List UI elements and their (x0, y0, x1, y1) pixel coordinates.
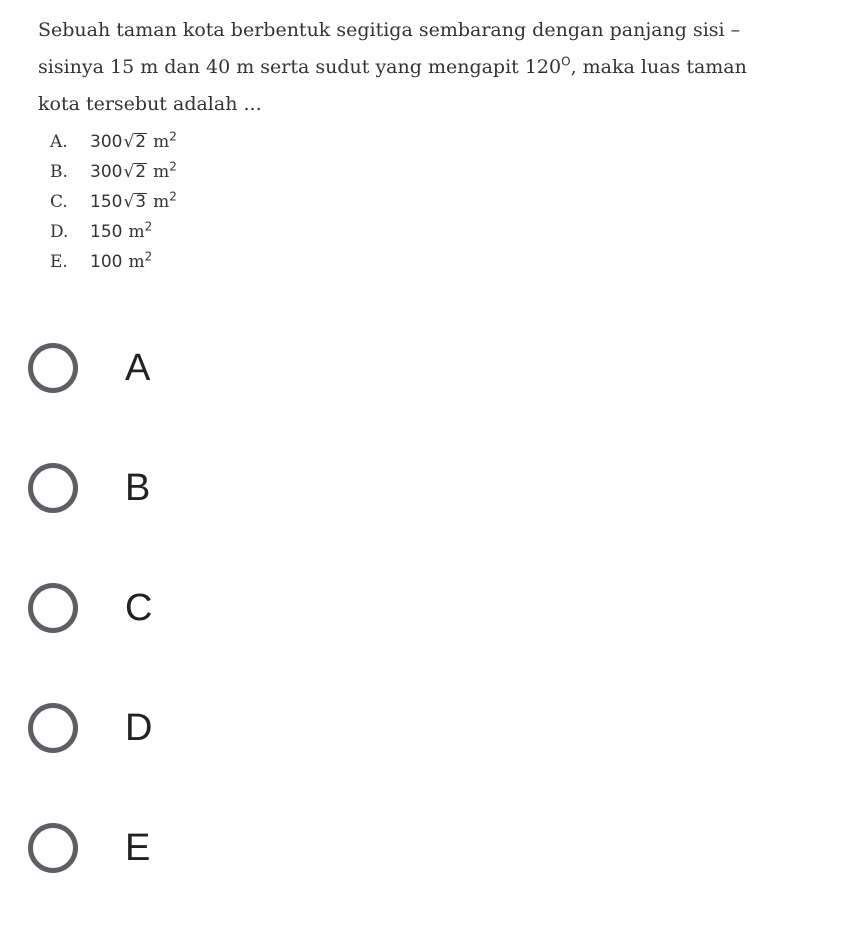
answer-label-a: A (125, 346, 151, 389)
answer-label-d: D (125, 706, 153, 749)
choice-letter: E. (50, 252, 68, 272)
question-line-1: Sebuah taman kota berbentuk segitiga sembarang dengan panjang sisi – (38, 19, 741, 41)
choice-letter: C. (50, 192, 68, 212)
answer-option-a[interactable] (28, 338, 152, 398)
sqrt-expression: √3 (123, 192, 147, 212)
sqrt-expression: √2 (123, 162, 147, 182)
radio-button-c[interactable] (28, 583, 78, 633)
question-line-2-end: , maka luas taman (570, 56, 747, 78)
answer-option-b[interactable] (28, 458, 152, 518)
choice-item (50, 217, 838, 247)
radio-button-e[interactable] (28, 823, 78, 873)
choice-item (50, 127, 838, 157)
radio-button-b[interactable] (28, 463, 78, 513)
answer-option-d[interactable] (28, 698, 152, 758)
radio-button-d[interactable] (28, 703, 78, 753)
choice-letter: A. (50, 132, 68, 152)
answer-label-c: C (125, 586, 153, 629)
answer-label-e: E (125, 826, 151, 869)
question-line-2: sisinya 15 m dan 40 m serta sudut yang mengapit 120 (38, 56, 562, 78)
choice-item (50, 187, 838, 217)
choice-value: 300√2 $m^2$ (90, 157, 177, 187)
question-block (38, 12, 838, 277)
choice-value: 300√2 $m^2$ (90, 127, 177, 157)
choice-item (50, 157, 838, 187)
sqrt-expression: √2 (123, 132, 147, 152)
choice-letter: D. (50, 222, 69, 242)
answer-options (28, 338, 152, 938)
choice-letter: B. (50, 162, 68, 182)
choice-value: 150 $m^2$ (90, 219, 153, 242)
question-text (38, 12, 838, 123)
answer-label-b: B (125, 466, 151, 509)
answer-option-e[interactable] (28, 818, 152, 878)
choice-value: 100 $m^2$ (90, 249, 153, 272)
answer-option-c[interactable] (28, 578, 152, 638)
radio-button-a[interactable] (28, 343, 78, 393)
question-line-3: kota tersebut adalah ... (38, 93, 262, 115)
degree-symbol: O (561, 54, 571, 69)
choices-list (50, 127, 838, 277)
choice-item (50, 247, 838, 277)
choice-value: 150√3 $m^2$ (90, 187, 177, 217)
